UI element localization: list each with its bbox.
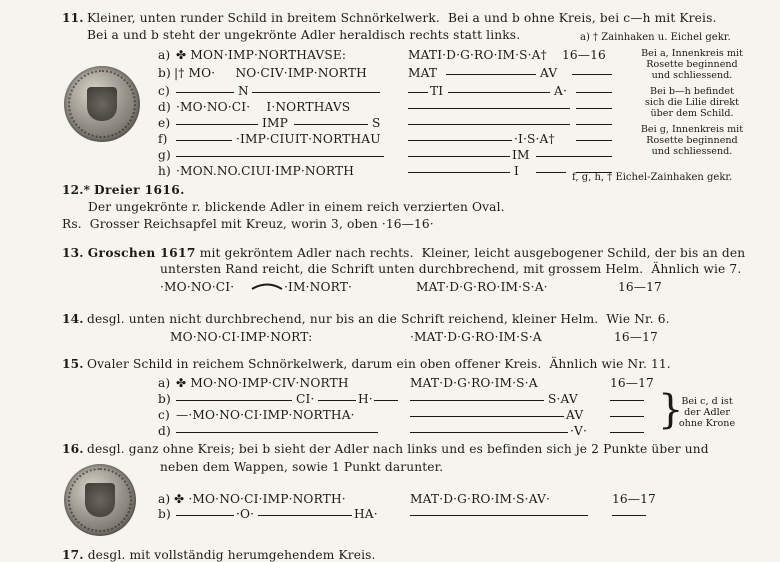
side-note: Bei g, Innenkreis mit Rosette beginnend und schliessend. bbox=[640, 124, 744, 157]
obverse-legend: MO·NO·CI·IMP·NORT: bbox=[170, 330, 313, 344]
reverse-legend: ·MAT·D·G·RO·IM·S·A bbox=[410, 330, 542, 344]
reverse-legend: AV bbox=[540, 66, 558, 80]
reverse-legend: MATI·D·G·RO·IM·S·A† bbox=[408, 48, 547, 62]
row-label: c) bbox=[158, 408, 170, 422]
obverse-legend: CI· bbox=[296, 392, 315, 406]
entry-heading bbox=[62, 246, 745, 260]
date: 16—17 bbox=[618, 280, 662, 294]
obverse-legend: —·MO·NO·CI·IMP·NORTHA· bbox=[176, 408, 355, 422]
row-label: a) bbox=[158, 376, 171, 390]
row-label: c) bbox=[158, 84, 170, 98]
row-label: b) bbox=[158, 507, 171, 521]
reverse-legend: I bbox=[514, 164, 519, 178]
row-label: d) bbox=[158, 100, 171, 114]
coin-image bbox=[64, 464, 136, 536]
entry-title: Groschen 1617 bbox=[87, 246, 196, 260]
reverse-legend: AV bbox=[566, 408, 584, 422]
obverse-legend: |† MO· NO·CIV·IMP·NORTH bbox=[174, 66, 367, 80]
entry-number: 13. bbox=[62, 246, 84, 260]
reverse-legend: A· bbox=[554, 84, 567, 98]
entry-number: 15. bbox=[62, 357, 84, 371]
brace: } bbox=[658, 387, 684, 433]
entry-description: mit gekröntem Adler nach rechts. Kleiner, leicht ausgebogener Schild, der bis an den bbox=[195, 246, 746, 260]
entry-number: 17. bbox=[62, 548, 84, 562]
arc-glyph bbox=[250, 280, 284, 292]
note: a) † Zainhaken u. Eichel gekr. bbox=[580, 32, 731, 43]
reverse-legend: ·V· bbox=[570, 424, 587, 438]
entry-number: 14. bbox=[62, 312, 84, 326]
row-label: a) bbox=[158, 492, 171, 506]
obverse-legend: ·IMP·CIUIT·NORTHAU bbox=[236, 132, 381, 146]
date: 16—16 bbox=[562, 48, 606, 62]
reverse-legend: ·I·S·A† bbox=[514, 132, 555, 146]
reverse-legend: MAT·D·G·RO·IM·S·AV· bbox=[410, 492, 551, 506]
row-label: d) bbox=[158, 424, 171, 438]
entry-number: 12.* bbox=[62, 183, 91, 197]
entry-number: 16. bbox=[62, 442, 84, 456]
side-note: Bei a, Innenkreis mit Rosette beginnend und schliessend. bbox=[641, 48, 743, 81]
obverse-legend: ·MO·NO·CI· bbox=[160, 280, 235, 294]
entry-description-line2: untersten Rand reicht, die Schrift unten durchbrechend, mit grossem Helm. Ähnlich wie 7. bbox=[160, 262, 742, 276]
entry-reverse: Rs. Grosser Reichsapfel mit Kreuz, worin 3, oben ·16—16· bbox=[62, 217, 434, 231]
obverse-legend: ✤ ·MO·NO·CI·IMP·NORTH· bbox=[174, 492, 346, 506]
row-label: g) bbox=[158, 148, 171, 162]
obverse-legend: ✤ MON·IMP·NORTHAVSE: bbox=[176, 48, 347, 62]
row-label: f) bbox=[158, 132, 168, 146]
obverse-legend: N bbox=[238, 84, 249, 98]
entry-description-line2: Bei a und b steht der ungekrönte Adler heraldisch rechts statt links. bbox=[87, 28, 521, 42]
obverse-legend: ✤ MO·NO·IMP·CIV·NORTH bbox=[176, 376, 349, 390]
date: 16—17 bbox=[614, 330, 658, 344]
obverse-legend: IMP bbox=[262, 116, 288, 130]
row-label: b) bbox=[158, 392, 171, 406]
date: 16—17 bbox=[612, 492, 656, 506]
entry-description: Ovaler Schild in reichem Schnörkelwerk, darum ein oben offener Kreis. Ähnlich wie Nr. 11. bbox=[87, 357, 671, 371]
entry-description: Kleiner, unten runder Schild in breitem Schnörkelwerk. Bei a und b ohne Kreis, bei c—h mit Kreis. bbox=[87, 11, 717, 25]
row-label: e) bbox=[158, 116, 171, 130]
row-label: b) bbox=[158, 66, 171, 80]
entry-description-line2: neben dem Wappen, sowie 1 Punkt darunter. bbox=[160, 460, 444, 474]
obverse-legend: S bbox=[372, 116, 381, 130]
reverse-legend: S·AV bbox=[548, 392, 578, 406]
entry-number: 11. bbox=[62, 11, 84, 25]
entry-description: desgl. unten nicht durchbrechend, nur bis an die Schrift reichend, kleiner Helm. Wie Nr. 6. bbox=[87, 312, 670, 326]
entry-title: Dreier 1616. bbox=[94, 183, 185, 197]
obverse-legend: H· bbox=[358, 392, 373, 406]
coin-image bbox=[64, 66, 140, 142]
obverse-legend: ·O· bbox=[236, 507, 255, 521]
reverse-legend: MAT·D·G·RO·IM·S·A bbox=[410, 376, 538, 390]
entry-description: desgl. ganz ohne Kreis; bei b sieht der Adler nach links und es befinden sich je 2 Punkte über und bbox=[87, 442, 709, 456]
obverse-legend: HA· bbox=[354, 507, 378, 521]
note: f, g, h, † Eichel-Zainhaken gekr. bbox=[572, 172, 733, 183]
reverse-legend: MAT bbox=[408, 66, 438, 80]
obverse-legend: ·MON.NO.CIUI·IMP·NORTH bbox=[176, 164, 355, 178]
date: 16—17 bbox=[610, 376, 654, 390]
row-label: a) bbox=[158, 48, 171, 62]
row-label: h) bbox=[158, 164, 171, 178]
obverse-legend: ·IM·NORT· bbox=[284, 280, 353, 294]
entry-description: desgl. mit vollständig herumgehendem Kreis. bbox=[87, 548, 376, 562]
entry-description: Der ungekrönte r. blickende Adler in einem reich verzierten Oval. bbox=[88, 200, 505, 214]
obverse-legend: ·MO·NO·CI· I·NORTHAVS bbox=[176, 100, 351, 114]
side-note: Bei c, d ist der Adler ohne Krone bbox=[678, 396, 736, 429]
reverse-legend: MAT·D·G·RO·IM·S·A· bbox=[416, 280, 548, 294]
side-note: Bei b—h befindet sich die Lilie direkt über dem Schild. bbox=[645, 86, 739, 119]
reverse-legend: IM bbox=[512, 148, 530, 162]
reverse-legend: TI bbox=[430, 84, 444, 98]
entry-heading bbox=[62, 548, 376, 562]
